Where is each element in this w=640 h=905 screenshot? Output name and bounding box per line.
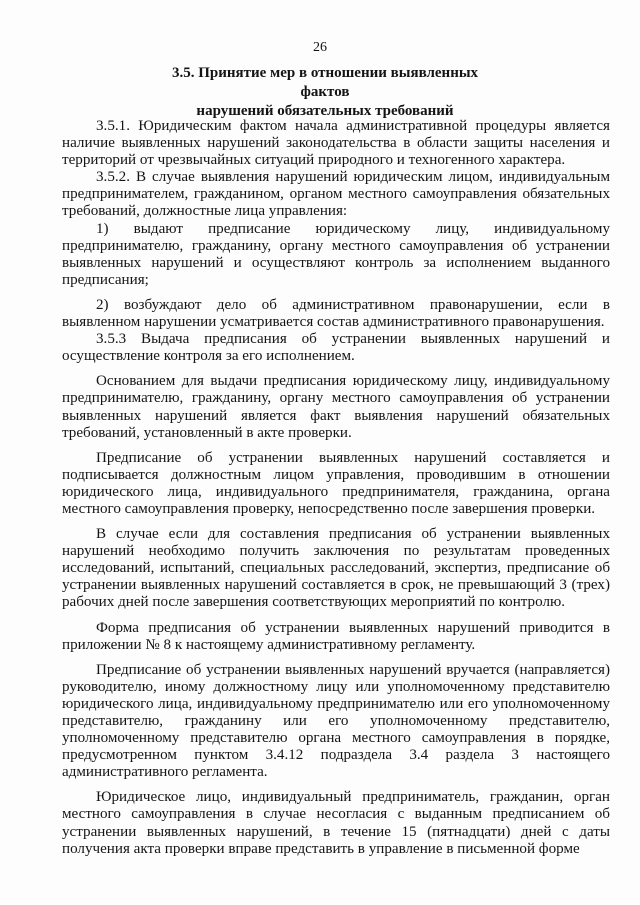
paragraph: 1) выдают предписание юридическому лицу, индивидуальному предпринимателю, гражданину, органу местного самоуправления об устранении выявленных нарушений и осуществляют контроль за исполнением выданного предписания; [62,220,610,288]
paragraph: Форма предписания об устранении выявленных нарушений приводится в приложении № 8 к настоящему административному регламенту. [62,619,610,653]
section-heading-line-2: нарушений обязательных требований [196,103,454,119]
paragraph: 2) возбуждают дело об административном правонарушении, если в выявленном нарушении усматривается состав административного правонарушения. [62,296,610,331]
section-heading-line-1: 3.5. Принятие мер в отношении выявленных фактов [171,65,479,100]
paragraph: 3.5.2. В случае выявления нарушений юридическим лицом, индивидуальным предпринимателем, гражданином, органом местного самоуправления обязательных требований, должностные лица управления: [62,169,610,220]
paragraph: Предписание об устранении выявленных нарушений составляется и подписывается должностным лицом управления, проводившим в отношении юридического лица, индивидуального предпринимателя, гражданина, органа местного самоуправления проверку, непосредственно после завершения проверки. [62,449,610,517]
paragraph: 3.5.3 Выдача предписания об устранении выявленных нарушений и осуществление контроля за его исполнением. [62,331,610,365]
paragraph: Предписание об устранении выявленных нарушений вручается (направляется) руководителю, иному должностному лицу или уполномоченному представителю юридического лица, индивидуальному предпринимателю или его уполномоченному представителю, гражданину или его уполномоченному представителю, уполномоченному представителю органа местного самоуправления в порядке, предусмотренном пунктом 3.4.12 подраздела 3.4 раздела 3 настоящего административного регламента. [62,661,610,781]
body-text [62,118,610,858]
section-heading [150,64,500,121]
paragraph: В случае если для составления предписания об устранении выявленных нарушений необходимо получить заключения по результатам проведенных исследований, испытаний, специальных расследований, экспертиз, предписание об устранении выявленных нарушений составляется в срок, не превышающий 3 (трех) рабочих дней после завершения соответствующих мероприятий по контролю. [62,526,610,611]
paragraph: Юридическое лицо, индивидуальный предприниматель, гражданин, орган местного самоуправления в случае несогласия с выданным предписанием об устранении выявленных нарушений, в течение 15 (пятнадцати) дней с даты получения акта проверки вправе представить в управление в письменной форме [62,789,610,857]
page-number: 26 [313,40,327,55]
paragraph: Основанием для выдачи предписания юридическому лицу, индивидуальному предпринимателю, гражданину, органу местного самоуправления об устранении выявленных нарушений является факт выявления нарушений обязательных требований, установленный в акте проверки. [62,373,610,441]
paragraph: 3.5.1. Юридическим фактом начала административной процедуры является наличие выявленных нарушений законодательства в области защиты населения и территорий от чрезвычайных ситуаций природного и техногенного характера. [62,118,610,169]
